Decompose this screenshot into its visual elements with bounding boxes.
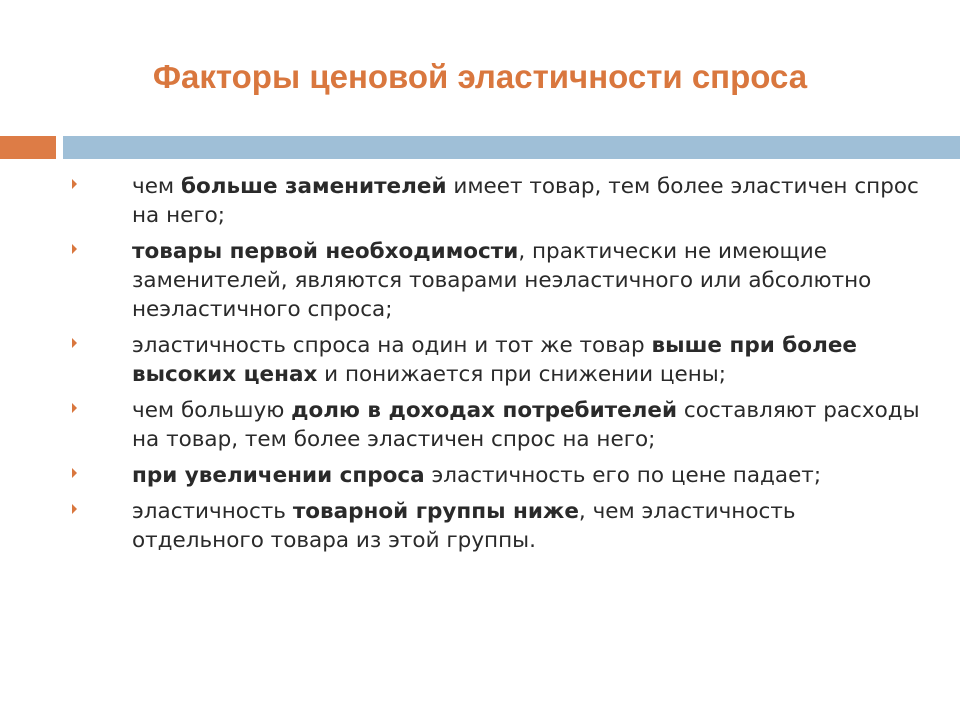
text-segment: эластичность xyxy=(132,499,293,524)
bold-segment: при увеличении спроса xyxy=(132,463,425,488)
bullet-text xyxy=(132,239,871,322)
bullet-text xyxy=(132,463,821,488)
bullet-text xyxy=(132,333,857,387)
slide-title: Факторы ценовой эластичности спроса xyxy=(152,58,808,95)
bold-segment: товары первой необходимости xyxy=(132,239,519,264)
triangle-bullet-icon xyxy=(72,468,77,478)
triangle-bullet-icon xyxy=(72,403,77,413)
bullet-text xyxy=(132,499,796,553)
bullet-text xyxy=(132,398,920,452)
text-segment: чем большую xyxy=(132,398,292,423)
bold-segment: товарной группы ниже xyxy=(292,499,579,524)
text-segment: составляют расходы на товар, тем более эластичен спрос на него; xyxy=(132,398,920,452)
triangle-bullet-icon xyxy=(72,504,77,514)
bullet-text xyxy=(132,174,919,228)
triangle-bullet-icon xyxy=(72,244,77,254)
bullet-item xyxy=(72,497,922,555)
text-segment: и понижается при снижении цены; xyxy=(317,362,727,387)
triangle-bullet-icon xyxy=(72,338,77,348)
bullet-item xyxy=(72,237,922,324)
bullet-item xyxy=(72,396,922,454)
text-segment: чем xyxy=(132,174,181,199)
bold-segment: больше заменителей xyxy=(180,174,447,199)
text-segment: , практически не имеющие заменителей, являются товарами неэластичного или абсолютно неэластичного спроса; xyxy=(132,239,872,322)
bold-segment: выше при более высоких ценах xyxy=(132,333,857,387)
text-segment: эластичность его по цене падает; xyxy=(424,463,822,488)
text-segment: эластичность спроса на один и тот же товар xyxy=(132,333,652,358)
triangle-bullet-icon xyxy=(72,179,77,189)
accent-bar-right xyxy=(63,136,960,159)
bullet-list xyxy=(72,172,922,562)
text-segment: имеет товар, тем более эластичен спрос на него; xyxy=(132,174,919,228)
bold-segment: долю в доходах потребителей xyxy=(291,398,678,423)
bullet-item xyxy=(72,331,922,389)
text-segment: , чем эластичность отдельного товара из этой группы. xyxy=(132,499,796,553)
bullet-item xyxy=(72,172,922,230)
bullet-item xyxy=(72,461,922,490)
accent-bar-left xyxy=(0,136,56,159)
